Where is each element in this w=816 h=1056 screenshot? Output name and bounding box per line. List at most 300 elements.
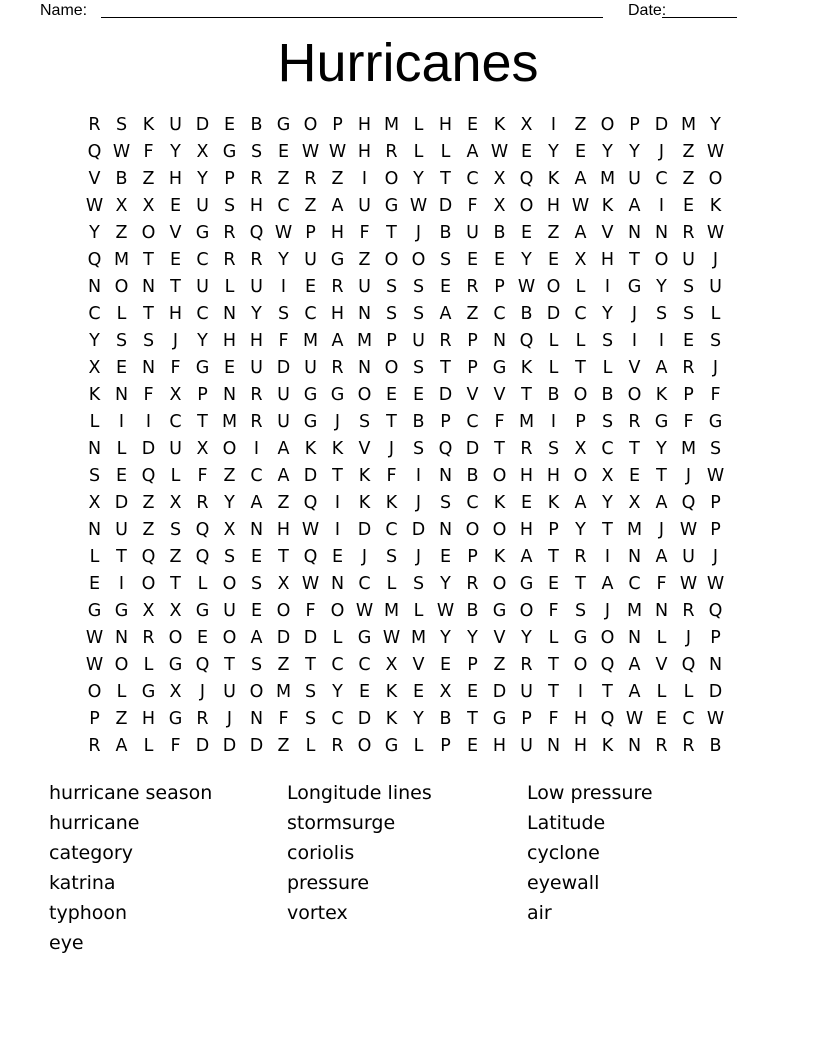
grid-letter: Q — [303, 493, 318, 513]
grid-letter: H — [276, 520, 291, 540]
grid-letter: D — [492, 682, 507, 702]
grid-letter: W — [85, 655, 104, 675]
grid-letter: O — [600, 115, 615, 135]
grid-letter: T — [602, 520, 613, 540]
grid-letter: A — [250, 493, 263, 513]
grid-letter: N — [87, 520, 102, 540]
grid-letter: H — [249, 196, 264, 216]
grid-letter: O — [708, 169, 723, 189]
grid-letter: A — [574, 493, 587, 513]
word-item: air — [527, 901, 552, 924]
grid-letter: L — [143, 655, 154, 675]
grid-letter: G — [195, 601, 210, 621]
grid-letter: S — [223, 196, 236, 216]
grid-letter: Z — [547, 223, 560, 243]
grid-letter: E — [250, 547, 263, 567]
word-item: eyewall — [527, 871, 600, 894]
grid-letter: P — [710, 520, 721, 540]
grid-letter: P — [629, 115, 640, 135]
grid-letter: O — [357, 385, 372, 405]
grid-letter: H — [168, 304, 183, 324]
grid-letter: F — [548, 709, 559, 729]
grid-letter: L — [386, 574, 397, 594]
grid-letter: D — [357, 709, 372, 729]
grid-letter: F — [143, 385, 154, 405]
grid-letter: H — [546, 466, 561, 486]
grid-row — [81, 193, 729, 220]
grid-letter: Q — [519, 169, 534, 189]
grid-letter: S — [682, 304, 695, 324]
grid-letter: S — [601, 331, 614, 351]
grid-letter: P — [440, 412, 451, 432]
grid-letter: D — [411, 520, 426, 540]
grid-letter: O — [519, 196, 534, 216]
grid-letter: K — [493, 547, 506, 567]
grid-letter: G — [141, 682, 156, 702]
grid-letter: J — [685, 628, 692, 648]
grid-letter: N — [114, 628, 129, 648]
grid-letter: X — [115, 196, 128, 216]
grid-letter: Q — [195, 547, 210, 567]
grid-letter: G — [492, 358, 507, 378]
grid-letter: N — [141, 358, 156, 378]
grid-letter: C — [601, 439, 614, 459]
grid-letter: U — [682, 250, 695, 270]
grid-letter: I — [361, 169, 368, 189]
word-item: hurricane season — [49, 782, 213, 804]
grid-letter: Y — [332, 682, 343, 702]
grid-letter: U — [358, 196, 371, 216]
grid-letter: Z — [115, 223, 128, 243]
grid-letter: A — [277, 439, 290, 459]
grid-letter: T — [575, 574, 586, 594]
grid-letter: S — [169, 520, 182, 540]
grid-letter: X — [385, 655, 398, 675]
grid-letter: I — [631, 331, 638, 351]
grid-letter: L — [197, 574, 208, 594]
grid-letter: C — [331, 709, 344, 729]
grid-letter: L — [305, 736, 316, 756]
grid-letter: U — [304, 358, 317, 378]
grid-letter: R — [196, 709, 209, 729]
grid-letter: S — [115, 115, 128, 135]
grid-letter: Q — [87, 142, 102, 162]
grid-letter: I — [334, 520, 341, 540]
grid-letter: G — [330, 250, 345, 270]
grid-letter: V — [358, 439, 371, 459]
grid-letter: M — [680, 439, 697, 459]
grid-letter: J — [415, 493, 422, 513]
grid-letter: R — [331, 358, 344, 378]
grid-letter: L — [413, 142, 424, 162]
grid-letter: X — [520, 115, 533, 135]
grid-letter: D — [276, 358, 291, 378]
grid-letter: F — [278, 331, 289, 351]
grid-letter: F — [467, 196, 478, 216]
grid-letter: L — [683, 682, 694, 702]
grid-letter: W — [112, 142, 131, 162]
grid-letter: P — [710, 628, 721, 648]
grid-letter: I — [658, 196, 665, 216]
grid-letter: W — [274, 223, 293, 243]
grid-letter: P — [386, 331, 397, 351]
grid-letter: E — [169, 196, 182, 216]
grid-letter: I — [577, 682, 584, 702]
grid-letter: K — [385, 682, 398, 702]
grid-letter: V — [601, 223, 614, 243]
grid-letter: T — [332, 466, 343, 486]
grid-letter: J — [712, 358, 719, 378]
grid-letter: C — [196, 250, 209, 270]
grid-letter: W — [328, 142, 347, 162]
grid-letter: W — [517, 277, 536, 297]
grid-letter: M — [383, 601, 400, 621]
grid-letter: K — [547, 169, 560, 189]
grid-letter: R — [331, 277, 344, 297]
grid-letter: A — [655, 358, 668, 378]
grid-letter: G — [384, 196, 399, 216]
grid-letter: W — [301, 574, 320, 594]
grid-letter: E — [115, 466, 128, 486]
grid-letter: H — [519, 520, 534, 540]
grid-row — [81, 301, 729, 328]
grid-letter: A — [655, 547, 668, 567]
grid-letter: O — [222, 439, 237, 459]
grid-letter: L — [170, 466, 181, 486]
grid-letter: F — [305, 601, 316, 621]
grid-letter: K — [142, 115, 155, 135]
grid-row — [81, 409, 729, 436]
grid-letter: E — [196, 628, 209, 648]
grid-letter: P — [305, 223, 316, 243]
grid-letter: C — [304, 304, 317, 324]
grid-letter: R — [628, 412, 641, 432]
grid-letter: C — [493, 304, 506, 324]
grid-letter: I — [280, 277, 287, 297]
grid-letter: L — [548, 331, 559, 351]
grid-letter: S — [250, 142, 263, 162]
grid-letter: D — [357, 520, 372, 540]
grid-letter: G — [492, 601, 507, 621]
grid-letter: I — [604, 547, 611, 567]
grid-letter: B — [547, 385, 560, 405]
grid-letter: N — [357, 358, 372, 378]
grid-letter: D — [654, 115, 669, 135]
grid-letter: K — [601, 736, 614, 756]
grid-letter: G — [276, 115, 291, 135]
grid-letter: O — [330, 601, 345, 621]
grid-letter: P — [89, 709, 100, 729]
grid-letter: J — [415, 223, 422, 243]
grid-letter: O — [573, 466, 588, 486]
grid-letter: H — [546, 196, 561, 216]
grid-letter: K — [520, 358, 533, 378]
grid-letter: S — [304, 682, 317, 702]
grid-letter: V — [493, 628, 506, 648]
grid-letter: G — [519, 574, 534, 594]
grid-row — [81, 679, 729, 706]
grid-letter: W — [436, 601, 455, 621]
grid-letter: F — [683, 412, 694, 432]
word-item: Longitude lines — [287, 782, 432, 804]
grid-letter: H — [168, 169, 183, 189]
grid-letter: Q — [141, 547, 156, 567]
word-item: katrina — [49, 871, 116, 894]
grid-row — [81, 220, 729, 247]
grid-letter: N — [438, 520, 453, 540]
grid-letter: R — [88, 736, 101, 756]
grid-letter: O — [546, 277, 561, 297]
grid-letter: C — [358, 655, 371, 675]
grid-letter: U — [709, 277, 722, 297]
grid-letter: Y — [197, 169, 208, 189]
word-item: vortex — [287, 901, 348, 924]
grid-letter: E — [466, 250, 479, 270]
grid-letter: W — [490, 142, 509, 162]
grid-letter: S — [142, 331, 155, 351]
grid-letter: T — [656, 466, 667, 486]
grid-letter: E — [439, 277, 452, 297]
grid-letter: G — [573, 628, 588, 648]
grid-row — [81, 139, 729, 166]
grid-letter: K — [358, 466, 371, 486]
grid-letter: N — [627, 223, 642, 243]
grid-letter: N — [654, 223, 669, 243]
grid-letter: Q — [141, 466, 156, 486]
grid-letter: E — [331, 547, 344, 567]
grid-letter: S — [385, 277, 398, 297]
grid-letter: O — [222, 628, 237, 648]
grid-letter: Y — [197, 331, 208, 351]
grid-letter: T — [440, 169, 451, 189]
grid-letter: E — [250, 601, 263, 621]
grid-letter: Y — [602, 493, 613, 513]
grid-letter: F — [710, 385, 721, 405]
grid-letter: T — [305, 655, 316, 675]
grid-letter: N — [87, 439, 102, 459]
grid-letter: M — [356, 331, 373, 351]
grid-letter: F — [494, 412, 505, 432]
grid-letter: R — [466, 277, 479, 297]
grid-letter: J — [415, 547, 422, 567]
grid-letter: U — [196, 196, 209, 216]
grid-letter: S — [439, 250, 452, 270]
grid-letter: S — [412, 439, 425, 459]
grid-letter: P — [494, 277, 505, 297]
grid-letter: D — [276, 628, 291, 648]
grid-letter: O — [627, 385, 642, 405]
grid-letter: O — [384, 358, 399, 378]
grid-letter: O — [303, 115, 318, 135]
grid-letter: M — [680, 115, 697, 135]
grid-letter: W — [679, 520, 698, 540]
grid-letter: F — [197, 466, 208, 486]
grid-letter: H — [330, 304, 345, 324]
grid-letter: Y — [521, 250, 532, 270]
grid-letter: S — [412, 358, 425, 378]
grid-letter: U — [466, 223, 479, 243]
grid-letter: Z — [574, 115, 587, 135]
grid-letter: J — [199, 682, 206, 702]
grid-letter: D — [465, 439, 480, 459]
grid-letter: E — [547, 574, 560, 594]
grid-letter: S — [655, 304, 668, 324]
grid-letter: G — [168, 709, 183, 729]
grid-letter: W — [409, 196, 428, 216]
grid-letter: S — [601, 412, 614, 432]
grid-letter: L — [602, 358, 613, 378]
grid-letter: R — [250, 385, 263, 405]
grid-letter: X — [196, 439, 209, 459]
grid-letter: P — [224, 169, 235, 189]
grid-letter: U — [277, 412, 290, 432]
grid-letter: F — [359, 223, 370, 243]
grid-letter: S — [304, 709, 317, 729]
grid-letter: E — [682, 331, 695, 351]
grid-row — [81, 328, 729, 355]
grid-letter: J — [685, 466, 692, 486]
grid-letter: F — [170, 358, 181, 378]
grid-letter: G — [357, 628, 372, 648]
grid-letter: A — [628, 655, 641, 675]
grid-letter: O — [492, 520, 507, 540]
grid-letter: N — [627, 736, 642, 756]
grid-letter: F — [656, 574, 667, 594]
grid-letter: C — [628, 574, 641, 594]
grid-letter: M — [302, 331, 319, 351]
grid-letter: N — [114, 385, 129, 405]
grid-letter: H — [330, 223, 345, 243]
grid-letter: W — [355, 601, 374, 621]
grid-letter: Y — [440, 574, 451, 594]
grid-letter: O — [357, 736, 372, 756]
grid-letter: D — [114, 493, 129, 513]
grid-letter: G — [384, 736, 399, 756]
grid-letter: D — [303, 628, 318, 648]
grid-row — [81, 706, 729, 733]
grid-letter: J — [172, 331, 179, 351]
grid-letter: T — [548, 682, 559, 702]
grid-letter: Y — [629, 142, 640, 162]
grid-letter: E — [169, 250, 182, 270]
grid-letter: E — [223, 358, 236, 378]
grid-letter: R — [250, 412, 263, 432]
grid-letter: S — [385, 547, 398, 567]
grid-letter: Z — [169, 547, 182, 567]
grid-letter: X — [493, 169, 506, 189]
grid-row — [81, 598, 729, 625]
grid-letter: E — [493, 250, 506, 270]
grid-letter: S — [412, 277, 425, 297]
grid-letter: W — [301, 142, 320, 162]
grid-letter: L — [89, 547, 100, 567]
grid-letter: Y — [170, 142, 181, 162]
grid-letter: W — [706, 709, 725, 729]
grid-letter: R — [466, 574, 479, 594]
grid-letter: F — [170, 736, 181, 756]
grid-letter: O — [114, 655, 129, 675]
grid-letter: U — [520, 682, 533, 702]
grid-letter: R — [250, 169, 263, 189]
grid-letter: P — [521, 709, 532, 729]
grid-letter: T — [548, 547, 559, 567]
grid-letter: K — [493, 115, 506, 135]
grid-row — [81, 733, 729, 760]
grid-letter: J — [712, 547, 719, 567]
word-item: typhoon — [49, 901, 128, 924]
grid-letter: E — [88, 574, 101, 594]
grid-letter: X — [439, 682, 452, 702]
grid-letter: Y — [602, 304, 613, 324]
grid-letter: J — [226, 709, 233, 729]
grid-letter: X — [277, 574, 290, 594]
grid-letter: T — [548, 655, 559, 675]
grid-letter: B — [250, 115, 263, 135]
grid-letter: L — [575, 331, 586, 351]
grid-letter: P — [467, 655, 478, 675]
grid-letter: U — [250, 277, 263, 297]
grid-letter: P — [710, 493, 721, 513]
grid-letter: Q — [681, 655, 696, 675]
grid-letter: U — [169, 115, 182, 135]
grid-letter: W — [706, 466, 725, 486]
grid-letter: N — [249, 520, 264, 540]
grid-letter: Y — [251, 304, 262, 324]
grid-letter: Y — [440, 628, 451, 648]
grid-letter: R — [439, 331, 452, 351]
grid-letter: H — [249, 331, 264, 351]
grid-letter: Y — [521, 628, 532, 648]
grid-letter: T — [170, 574, 181, 594]
grid-letter: Q — [600, 709, 615, 729]
grid-letter: Z — [493, 655, 506, 675]
grid-letter: L — [548, 628, 559, 648]
grid-letter: N — [87, 277, 102, 297]
grid-letter: Y — [413, 169, 424, 189]
grid-letter: N — [627, 547, 642, 567]
grid-letter: O — [249, 682, 264, 702]
grid-letter: A — [277, 466, 290, 486]
grid-letter: E — [682, 196, 695, 216]
grid-letter: I — [604, 277, 611, 297]
grid-letter: G — [492, 709, 507, 729]
grid-letter: S — [250, 574, 263, 594]
grid-letter: X — [493, 196, 506, 216]
grid-letter: C — [169, 412, 182, 432]
grid-letter: W — [571, 196, 590, 216]
grid-letter: S — [412, 304, 425, 324]
word-item: Low pressure — [527, 782, 653, 804]
grid-letter: L — [116, 682, 127, 702]
grid-letter: O — [573, 385, 588, 405]
grid-letter: S — [682, 277, 695, 297]
grid-letter: S — [412, 574, 425, 594]
grid-letter: D — [546, 304, 561, 324]
grid-letter: Q — [249, 223, 264, 243]
grid-letter: S — [250, 655, 263, 675]
grid-letter: N — [627, 628, 642, 648]
grid-letter: R — [250, 250, 263, 270]
grid-letter: R — [682, 358, 695, 378]
grid-letter: U — [223, 601, 236, 621]
grid-letter: L — [548, 358, 559, 378]
grid-letter: A — [574, 223, 587, 243]
grid-letter: C — [277, 196, 290, 216]
grid-letter: E — [358, 682, 371, 702]
grid-letter: O — [141, 223, 156, 243]
grid-letter: N — [546, 736, 561, 756]
grid-row — [81, 544, 729, 571]
